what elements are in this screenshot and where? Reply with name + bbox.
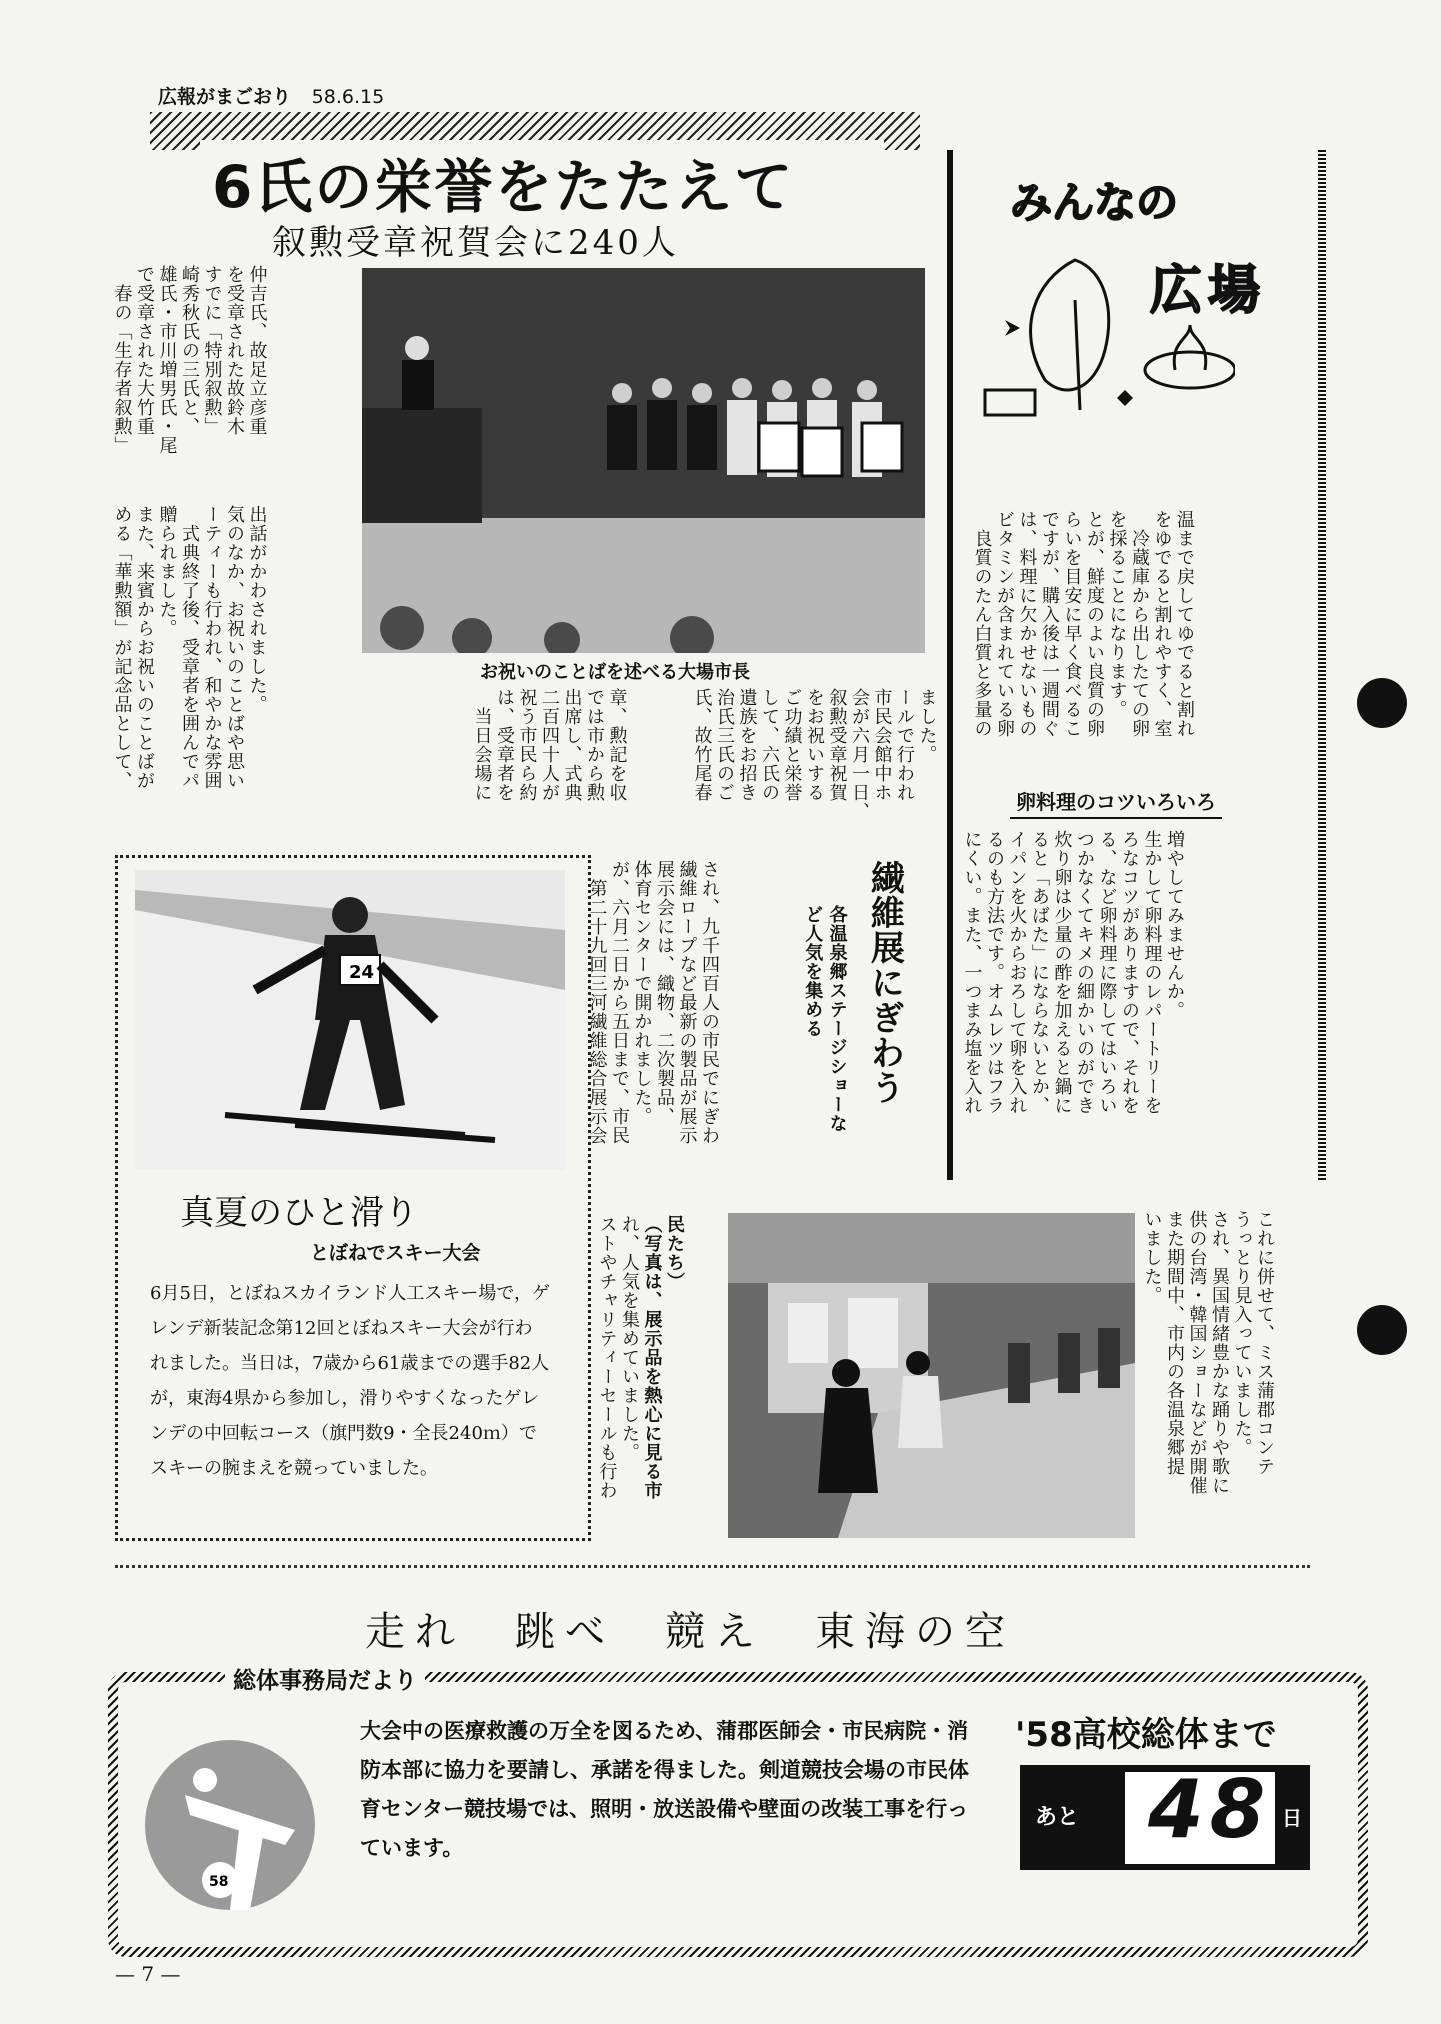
minna-col: 炊り卵は少量の酢を加えると鍋に: [1051, 830, 1073, 1115]
minna-col: 冷蔵庫から出したての卵: [1129, 510, 1150, 738]
textile-subtitle-text: 各温泉郷ステージショーなど人気を集める: [802, 905, 848, 1133]
publication-header: [158, 82, 384, 109]
textile-col: され、異国情緒豊かな踊りや歌に: [1209, 1210, 1230, 1495]
award-col: 気のなか、お祝いのことばや思い: [224, 505, 245, 790]
award-col: 崎秀秋氏の三氏と、: [179, 265, 200, 436]
award-col: は、受章者を: [494, 688, 515, 802]
skier-illustration: [135, 870, 565, 1170]
textile-subtitle: [800, 905, 849, 1135]
textile-col: れ、人気を集めていました。: [619, 1215, 640, 1462]
minna-col: ビタミンが含まれている卵: [994, 510, 1015, 738]
minna-col: 生かして卵料理のレパートリーを: [1141, 830, 1163, 1115]
award-col: 贈られました。: [156, 505, 178, 638]
award-text-far-right: [690, 688, 938, 838]
textile-col: （写真は、展示品を熱心に見る市: [641, 1215, 663, 1500]
minna-col: を採ることになります。: [1106, 510, 1128, 719]
textile-text-lower: [595, 1215, 685, 1535]
minna-col: る、など卵料理に際してはいろい: [1096, 830, 1118, 1115]
section-divider: [115, 1565, 1310, 1568]
ceremony-photo: [362, 268, 925, 653]
textile-col: が、六月二日から五日まで、市民: [609, 860, 630, 1145]
award-text-right: [470, 688, 628, 838]
award-col: 章、勲記を収: [606, 688, 628, 802]
park-illustration: [975, 240, 1235, 420]
minna-col: ると「あばた」にならないとか、: [1029, 830, 1050, 1115]
award-text-lower: [110, 505, 268, 835]
exhibition-illustration: [728, 1213, 1135, 1538]
award-col: 会が六月一日、: [849, 688, 870, 821]
award-col: 当日会場に: [471, 688, 493, 802]
textile-col: 民たち）: [664, 1215, 685, 1291]
soutai-body: 大会中の医療救護の万全を図るため、蒲郡医師会・市民病院・消防本部に協力を要請し、承諾を得ました。剣道競技会場の市民体育センター競技場では、照明・放送設備や壁面の改装工事を行っています。: [360, 1719, 969, 1860]
award-col: して、六氏の: [759, 688, 780, 802]
ceremony-photo-caption: お祝いのことばを述べる大場市長: [480, 662, 750, 683]
binder-hole-bottom: [1357, 1305, 1407, 1355]
textile-col: ストやチャリティーセールも行わ: [596, 1215, 618, 1500]
minna-col: らいを目安に早く食べるこ: [1061, 510, 1083, 738]
award-col: 市民会館中ホ: [871, 688, 893, 802]
award-col: 二百四十人が: [539, 688, 560, 802]
award-col: 式典終了後、受章者を囲んでパ: [179, 505, 200, 790]
award-text-upper: [110, 265, 268, 500]
textile-text-right: [1140, 1210, 1275, 1540]
award-col: 祝う市民ら約: [516, 688, 538, 802]
minna-col: は、料理に欠かせないもの: [1016, 510, 1038, 738]
soutai-label: 総体事務局だより: [225, 1662, 425, 1695]
minna-col: 温まで戻してゆでると割れ: [1174, 510, 1195, 738]
award-headline: 6氏の栄誉をたたえて: [200, 140, 884, 224]
award-col: める「華勲額」が記念品として、: [111, 505, 133, 790]
logo-number: 58: [209, 1874, 229, 1890]
award-subheadline: 叙勲受章祝賀会に240人: [272, 223, 679, 263]
binder-hole-top: [1357, 678, 1407, 728]
minna-col: イパンを火からおろして卵を入れ: [1006, 830, 1028, 1115]
award-col: 春の「生存者叙勲」: [111, 265, 133, 455]
minna-col: にくい。また、一つまみ塩を入れ: [961, 830, 983, 1115]
textile-col: 展示会には、織物、二次製品、: [654, 860, 675, 1126]
textile-col: 第二十九回三河繊維総合展示会: [586, 860, 608, 1145]
award-col: 氏、故竹尾春: [691, 688, 713, 802]
minna-text-lower: [960, 830, 1185, 1170]
ceremony-illustration: [362, 268, 925, 653]
award-col: を受章された故鈴木: [224, 265, 245, 436]
award-col: 仲吉氏、故足立彦重: [246, 265, 268, 436]
textile-col: 供の台湾・韓国ショーなどが開催: [1186, 1210, 1208, 1495]
publication-name: 広報がまごおり: [158, 86, 292, 108]
soutai-logo: [145, 1740, 315, 1910]
minna-col: をゆでると割れやすく、室: [1151, 510, 1173, 738]
award-col: ました。: [916, 688, 938, 764]
award-col: すでに「特別叙勲」: [201, 265, 223, 436]
minna-col: つかなくてキメの細かいのができ: [1074, 830, 1095, 1115]
textile-text-upper: [585, 860, 720, 1210]
slogan: 走れ 跳べ 競え 東海の空: [365, 1609, 1015, 1655]
athlete-icon: [145, 1740, 315, 1910]
ski-title: 真夏のひと滑り: [180, 1193, 418, 1233]
award-col: 出話がかわされました。: [246, 505, 268, 714]
bib-number: 24: [349, 962, 375, 983]
textile-col: 繊維ロープなど最新の製品が展示: [676, 860, 698, 1145]
award-col: 治氏三氏のご: [714, 688, 735, 802]
minna-col: るのも方法です。オムレツはフラ: [984, 830, 1005, 1115]
award-col: 出席し、式典: [561, 688, 583, 802]
minna-title: みんなの: [1010, 178, 1179, 227]
award-col: 叙勲受章祝賀: [826, 688, 848, 802]
ski-body: 6月5日，とぼねスカイランド人工スキー場で，ゲレンデ新装記念第12回とぼねスキー大会が行われました。当日は，7歳から61歳までの選手82人が，東海4県から参加し，滑りやすくなったゲレンデの中回転コース（旗門数9・全長240ｍ）でスキーの腕まえを競っていました。: [150, 1283, 551, 1479]
publication-date: 58.6.15: [311, 86, 385, 108]
minna-col: とが、鮮度のよい良質の卵: [1084, 510, 1105, 738]
textile-col: うっとり見入っていました。: [1231, 1210, 1253, 1457]
minna-col: ろなコツがありますので、それを: [1119, 830, 1140, 1115]
award-col: で受章された大竹重: [134, 265, 155, 436]
minna-section-title: 卵料理のコツいろいろ: [1010, 786, 1222, 819]
minna-left-rule: [947, 150, 953, 1180]
minna-col: ですが、購入後は一週間ぐ: [1039, 510, 1060, 738]
award-col: ーティーも行われ、和やかな雰囲: [201, 505, 223, 790]
award-col: ールで行われ: [894, 688, 915, 802]
textile-col: され、九千四百人の市民でにぎわ: [699, 860, 720, 1145]
minna-title-hiroba: 広場: [1150, 261, 1267, 321]
ski-subtitle: とぼねでスキー大会: [310, 1242, 481, 1264]
award-col: ご功績と栄誉: [781, 688, 803, 802]
textile-title: 繊維展にぎわう: [864, 860, 905, 1105]
award-col: では市から勲: [584, 688, 605, 802]
textile-col: また期間中、市内の各温泉郷提: [1164, 1210, 1185, 1476]
minna-col: 良質のたん白質と多量の: [971, 510, 993, 738]
award-col: をお祝いする: [804, 688, 825, 802]
page-number: — 7 —: [115, 1962, 181, 1986]
textile-col: 体育センターで開かれました。: [631, 860, 653, 1126]
ski-photo: [135, 870, 565, 1170]
award-col: 遺族をお招き: [736, 688, 758, 802]
countdown-suffix: 日: [1282, 1806, 1302, 1830]
minna-text-upper: [970, 510, 1195, 740]
countdown-prefix: あと: [1035, 1805, 1080, 1830]
minna-right-rule: [1318, 150, 1326, 1180]
award-col: 雄氏・市川増男氏・尾: [156, 265, 178, 455]
countdown-title: '58高校総体まで: [1015, 1715, 1277, 1755]
textile-col: これに併せて、ミス蒲郡コンテ: [1254, 1210, 1275, 1476]
minna-col: 増やしてみませんか。: [1164, 830, 1185, 1020]
countdown-number: 48: [1148, 1763, 1272, 1856]
award-col: また、来賓からお祝いのことばが: [134, 505, 155, 790]
textile-photo: [728, 1213, 1135, 1538]
textile-col: いました。: [1141, 1210, 1163, 1305]
